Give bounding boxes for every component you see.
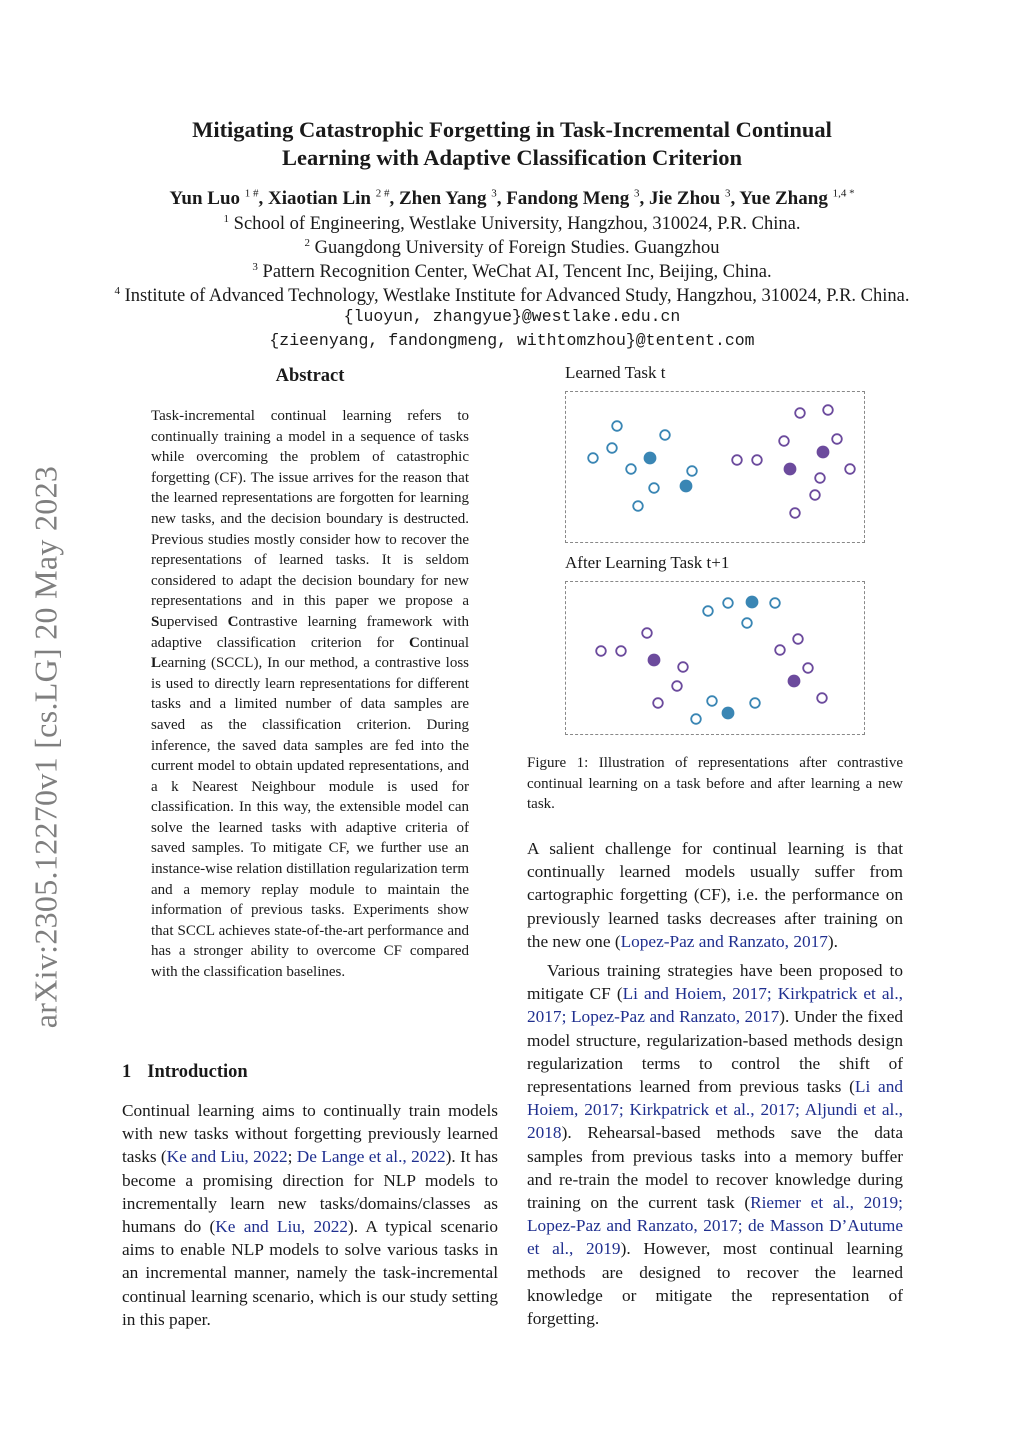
purple-hollow-dot: [817, 693, 827, 703]
purple-filled-dot: [818, 447, 829, 458]
teal-hollow-dot: [723, 598, 733, 608]
purple-hollow-dot: [596, 646, 606, 656]
teal-hollow-dot: [607, 443, 617, 453]
teal-hollow-dot: [612, 421, 622, 431]
purple-filled-dot: [785, 464, 796, 475]
purple-hollow-dot: [832, 434, 842, 444]
purple-hollow-dot: [790, 508, 800, 518]
purple-hollow-dot: [653, 698, 663, 708]
purple-hollow-dot: [752, 455, 762, 465]
citation-link[interactable]: De Lange et al., 2022: [296, 1147, 446, 1167]
purple-hollow-dot: [642, 628, 652, 638]
citation-link[interactable]: Ke and Liu, 2022: [166, 1147, 288, 1167]
teal-hollow-dot: [588, 453, 598, 463]
teal-hollow-dot: [707, 696, 717, 706]
teal-hollow-dot: [691, 714, 701, 724]
title-line-1: Mitigating Catastrophic Forgetting in Task-Incremental Continual: [192, 117, 832, 142]
title-line-2: Learning with Adaptive Classification Criterion: [282, 145, 742, 170]
purple-hollow-dot: [815, 473, 825, 483]
purple-hollow-dot: [823, 405, 833, 415]
abstract-body: Task-incremental continual learning refers to continually training a model in a sequence of tasks while overcoming the problem of catastrophic forgetting (CF). The issue arrives for the reason that the learned representations are forgotten for learning new tasks, and the decision boundary is destructed. Previous studies mostly consider how to recover the representations of learned tasks. It is seldom considered to adapt the decision boundary for new representations and in this paper we propose a Supervised Contrastive learning framework with adaptive classification criterion for Continual Learning (SCCL), In our method, a contrastive loss is used to directly learn representations for different tasks and a limited number of data samples are saved as the classification criterion. During inference, the saved data samples are fed into the current model to obtain updated representations, and a k Nearest Neighbour module is used for classification. In this way, the extensible model can solve the learned tasks with adaptive criteria of saved samples. To mitigate CF, we further use an instance-wise relation distillation regularization term and a memory replay module to maintain the information of previous tasks. Experiments show that SCCL achieves state-of-the-art performance and has a stronger ability to overcome CF compared with the classification baselines.: [151, 408, 469, 981]
purple-hollow-dot: [775, 645, 785, 655]
citation-link[interactable]: Li and Hoiem, 2017; Kirkpatrick et al., 2017; Lopez-Paz and Ranzato, 2017: [527, 984, 903, 1027]
citation-link[interactable]: Lopez-Paz and Ranzato, 2017: [620, 931, 828, 951]
figure-panel-1-label: Learned Task t: [565, 363, 666, 382]
arxiv-identifier: arXiv:2305.12270v1 [cs.LG] 20 May 2023: [27, 465, 64, 1029]
affiliation-3: $^3$ Pattern Recognition Center, WeChat AI, Tencent Inc, Beijing, China.: [252, 261, 772, 283]
intro-paragraph-2: A salient challenge for continual learning is that continually learned models usually suffer from cartographic forgetting (CF), i.e. the performance on previously learned tasks decreases after training on the new one (Lopez-Paz and Ranzato, 2017).: [527, 839, 903, 951]
purple-hollow-dot: [732, 455, 742, 465]
teal-hollow-dot: [633, 501, 643, 511]
author: Yue Zhang $^{1,4 *}$: [739, 188, 855, 210]
purple-hollow-dot: [616, 646, 626, 656]
author: Fandong Meng $^3$,: [506, 188, 649, 210]
purple-hollow-dot: [795, 408, 805, 418]
teal-hollow-dot: [649, 483, 659, 493]
teal-filled-dot: [645, 453, 656, 464]
author: Zhen Yang $^3$,: [398, 188, 507, 210]
purple-hollow-dot: [803, 663, 813, 673]
author: Xiaotian Lin $^{2 \#}$,: [268, 188, 399, 210]
email-line-2: {zieenyang, fandongmeng, withtomzhou}@tentent.com: [269, 331, 755, 350]
teal-hollow-dot: [626, 464, 636, 474]
purple-hollow-dot: [672, 681, 682, 691]
intro-paragraph-1: Continual learning aims to continually train models with new tasks without forgetting previously learned tasks (Ke and Liu, 2022; De Lange et al., 2022). It has become a promising direction for NLP models to incrementally learn new tasks/domains/classes as humans do (Ke and Liu, 2022). A typical scenario aims to enable NLP models to solve various tasks in an incremental manner, namely the task-incremental continual learning scenario, which is our study setting in this paper.: [122, 1101, 498, 1329]
teal-hollow-dot: [687, 466, 697, 476]
citation-link[interactable]: Li and Hoiem, 2017; Kirkpatrick et al., 2017; Aljundi et al., 2018: [527, 1077, 903, 1143]
teal-hollow-dot: [742, 618, 752, 628]
teal-hollow-dot: [750, 698, 760, 708]
author: Jie Zhou $^3$,: [648, 188, 740, 210]
teal-hollow-dot: [703, 606, 713, 616]
teal-filled-dot: [723, 708, 734, 719]
purple-hollow-dot: [810, 490, 820, 500]
affiliation-1: $^1$ School of Engineering, Westlake University, Hangzhou, 310024, P.R. China.: [223, 213, 801, 235]
teal-hollow-dot: [770, 598, 780, 608]
purple-filled-dot: [649, 655, 660, 666]
teal-filled-dot: [747, 597, 758, 608]
teal-filled-dot: [681, 481, 692, 492]
affiliation-2: $^2$ Guangdong University of Foreign Studies. Guangzhou: [304, 237, 720, 259]
abstract-heading: Abstract: [275, 366, 345, 386]
purple-hollow-dot: [678, 662, 688, 672]
citation-link[interactable]: Ke and Liu, 2022: [215, 1217, 349, 1237]
citation-link[interactable]: Riemer et al., 2019; Lopez-Paz and Ranzato, 2017; de Masson D’Autume et al., 2019: [527, 1193, 903, 1259]
intro-paragraph-3: Various training strategies have been proposed to mitigate CF (Li and Hoiem, 2017; Kirkpatrick et al., 2017; Lopez-Paz and Ranzato, 2017). Under the fixed model structure, regularization-based methods design regularization terms to control the shift of representations learned from previous tasks (Li and Hoiem, 2017; Kirkpatrick et al., 2017; Aljundi et al., 2018). Rehearsal-based methods save the data samples from previous tasks into a memory buffer and re-train the model to recover knowledge during training on the current task (Riemer et al., 2019; Lopez-Paz and Ranzato, 2017; de Masson D’Autume et al., 2019). However, most continual learning methods are designed to recover the learned knowledge or mitigate the representation of forgetting.: [527, 961, 904, 1329]
purple-filled-dot: [789, 676, 800, 687]
purple-hollow-dot: [779, 436, 789, 446]
affiliation-4: $^4$ Institute of Advanced Technology, Westlake Institute for Advanced Study, Hangzhou, 310024, P.R. China.: [114, 285, 910, 307]
teal-hollow-dot: [660, 430, 670, 440]
purple-hollow-dot: [793, 634, 803, 644]
author: Yun Luo $^{1 \#}$,: [169, 188, 269, 210]
figure-caption: Figure 1: Illustration of representations after contrastive continual learning on a task before and after learning a new task.: [527, 755, 903, 813]
section-heading-introduction: 1 Introduction: [122, 1062, 248, 1082]
figure-panel-2-label: After Learning Task t+1: [565, 553, 730, 572]
purple-hollow-dot: [845, 464, 855, 474]
email-line-1: {luoyun, zhangyue}@westlake.edu.cn: [343, 307, 681, 326]
